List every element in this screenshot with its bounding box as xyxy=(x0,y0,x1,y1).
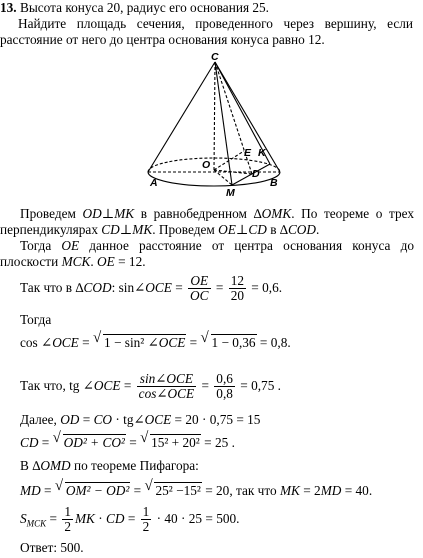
label-o: O xyxy=(202,159,211,171)
cos-formula: cos ∠OCE = √ 1 − sin² ∠OCE = √ 1 − 0,36 = 0,8. xyxy=(20,334,291,350)
line-cm xyxy=(215,62,232,185)
answer: Ответ: 500. xyxy=(20,540,84,555)
solution-line-3: Тогда OE данное расстояние от центра основания конуса до xyxy=(20,238,414,253)
label-b: B xyxy=(270,177,278,189)
label-a: A xyxy=(150,177,158,189)
solution-line-1: Проведем OD⊥MK в равнобедренном ∆OMK. По теореме о трех xyxy=(20,206,415,221)
label-k: K xyxy=(258,147,266,159)
problem-line-1 xyxy=(0,0,269,15)
then-line: Тогда xyxy=(20,312,52,327)
label-d: D xyxy=(252,168,260,180)
label-c: C xyxy=(211,51,219,63)
problem-number: 13. xyxy=(0,0,17,15)
solution-line-4: плоскости MCK. OE = 12. xyxy=(0,254,146,269)
pythagoras-line: В ∆OMD по теореме Пифагора: xyxy=(20,458,199,473)
cone-figure xyxy=(140,50,290,198)
tg-formula: Так что, tg ∠OCE = $\frac{\text{sin∠OCE}}{\text{cos∠OCE}}$ = $\frac{0,6}{0,8}$ = 0,75 . xyxy=(20,371,281,402)
height-co xyxy=(214,62,215,170)
sin-formula: Так что в ∆COD: sin∠OCE = $\frac{OE}{OC}$ = $\frac{12}{20}$ = 0,6. xyxy=(20,273,283,304)
slant-ca xyxy=(148,62,215,172)
solution-line-2: перпендикулярах CD⊥MK. Проведем OE⊥CD в ∆COD. xyxy=(0,222,320,237)
cd-formula: CD = √ OD² + CO² = √ 15² + 20² = 25 . xyxy=(20,434,235,450)
problem-line-2 xyxy=(18,16,413,31)
problem-line-3: расстояние от него до центра основания конуса равно 12. xyxy=(0,32,325,47)
line-mk xyxy=(232,164,270,185)
label-e: E xyxy=(244,147,252,159)
md-formula: MD = √ OM² − OD² = √ 25² −15² = 20, так что MK = 2MD = 40. xyxy=(20,482,372,498)
od-formula: Далее, OD = CO · tg∠OCE = 20 · 0,75 = 15 xyxy=(20,412,261,427)
base-front-arc xyxy=(148,172,280,186)
problem-text-2: Найдите площадь сечения, проведенного через вершину, если xyxy=(18,16,413,31)
problem-text-1: Высота конуса 20, радиус его основания 25. xyxy=(16,0,270,15)
label-m: M xyxy=(226,187,235,198)
area-formula: $S_{MCK}$ = $\frac{1}{2}$ MK · CD = $\frac{1}{2}$ · 40 · 25 = 500. xyxy=(20,504,240,535)
